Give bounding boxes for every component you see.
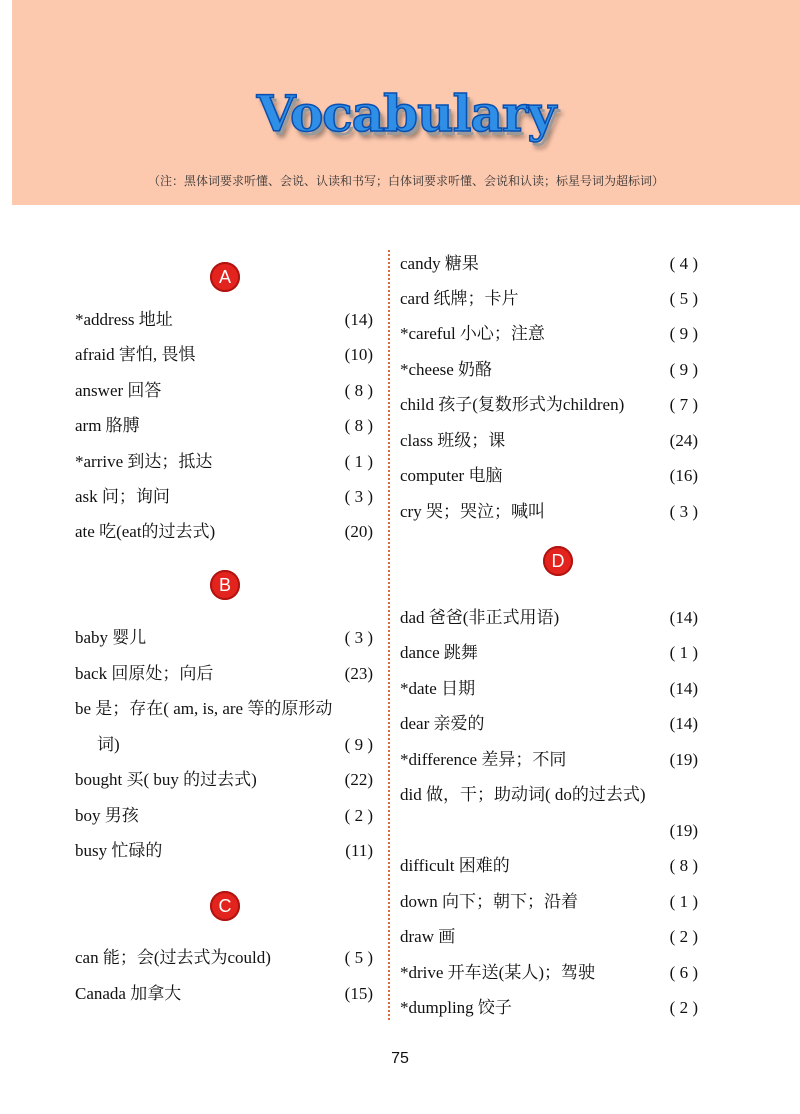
vocab-word: *date 日期 [400,679,476,698]
vocab-entry [75,948,373,970]
vocab-word: dad 爸爸(非正式用语) [400,608,560,627]
vocab-entry [75,345,373,367]
vocab-page: ( 7 ) [669,395,698,414]
vocab-page: ( 8 ) [344,416,373,435]
vocab-word: arm 胳膊 [75,416,140,435]
vocab-page: (15) [344,984,373,1003]
vocab-page: (14) [669,714,698,733]
vocab-entry [75,664,373,686]
vocab-page: (19) [669,750,698,769]
vocab-word: bought 买( buy 的过去式) [75,770,257,789]
vocab-word: afraid 害怕, 畏惧 [75,345,196,364]
vocab-word-continued: 词) [97,735,120,754]
vocab-entry [400,963,698,985]
vocab-word: *dumpling 饺子 [400,998,512,1017]
vocab-entry [75,452,373,474]
vocab-entry [400,254,698,276]
vocab-entry [400,608,698,630]
vocab-word: be 是；存在( am, is, are 等的原形动 [75,699,333,718]
vocab-page: ( 6 ) [669,963,698,982]
vocab-entry [400,289,698,311]
vocab-page: (22) [344,770,373,789]
vocab-page: ( 5 ) [344,948,373,967]
vocab-word: *careful 小心；注意 [400,324,545,343]
vocab-entry [400,679,698,701]
vocab-page: ( 8 ) [669,856,698,875]
vocab-page: ( 4 ) [669,254,698,273]
vocab-page: ( 3 ) [344,487,373,506]
vocab-page: ( 3 ) [669,502,698,521]
vocab-page: ( 1 ) [669,892,698,911]
vocab-page: ( 9 ) [669,360,698,379]
vocab-page: ( 9 ) [669,324,698,343]
page-title: Vocabulary [256,84,556,143]
vocab-word: *drive 开车送(某人)；驾驶 [400,963,596,982]
vocab-word: card 纸牌；卡片 [400,289,519,308]
vocab-entry [400,785,698,807]
section-badge-c: C [210,891,240,921]
vocab-page: (24) [669,431,698,450]
vocab-word: difficult 困难的 [400,856,510,875]
vocab-entry-continued [400,821,698,843]
vocab-entry [75,487,373,509]
vocab-entry [75,522,373,544]
vocab-page: (14) [669,679,698,698]
vocab-word: *address 地址 [75,310,173,329]
vocab-word: ask 问；询问 [75,487,170,506]
vocab-word: can 能；会(过去式为could) [75,948,271,967]
vocab-entry [75,699,373,721]
vocab-entry [400,927,698,949]
section-badge-b: B [210,570,240,600]
vocab-entry [400,360,698,382]
vocab-page: ( 1 ) [669,643,698,662]
vocab-word: baby 婴儿 [75,628,147,647]
header-note: （注：黑体词要求听懂、会说、认读和书写；白体词要求听懂、会说和认读；标星号词为超标词） [147,174,664,188]
vocab-word: candy 糖果 [400,254,479,273]
vocab-entry [400,431,698,453]
vocab-word: Canada 加拿大 [75,984,182,1003]
vocab-entry [75,770,373,792]
vocab-word: child 孩子(复数形式为children) [400,395,625,414]
vocab-page: ( 2 ) [669,927,698,946]
vocab-word: answer 回答 [75,381,162,400]
vocab-word: boy 男孩 [75,806,139,825]
vocab-entry [75,381,373,403]
vocab-entry [75,806,373,828]
vocab-entry [400,324,698,346]
vocab-word: draw 画 [400,927,456,946]
vocab-entry [75,628,373,650]
vocab-entry [75,841,373,863]
vocab-word: dear 亲爱的 [400,714,485,733]
page-number: 75 [391,1050,409,1067]
vocab-page: ( 2 ) [669,998,698,1017]
section-badge-a: A [210,262,240,292]
vocab-page: (11) [345,841,373,860]
vocab-word: *difference 差异；不同 [400,750,567,769]
vocab-page: ( 1 ) [344,452,373,471]
vocab-page: ( 8 ) [344,381,373,400]
vocab-word: class 班级；课 [400,431,506,450]
vocab-entry [400,466,698,488]
vocab-page: (19) [669,821,698,840]
vocab-page: (16) [669,466,698,485]
vocab-entry [75,984,373,1006]
vocab-word: ate 吃(eat的过去式) [75,522,216,541]
vocab-page: ( 3 ) [344,628,373,647]
vocab-entry-continued [75,735,373,757]
vocab-entry [400,643,698,665]
vocab-entry [400,750,698,772]
vocab-page: ( 5 ) [669,289,698,308]
vocab-entry [75,416,373,438]
vocab-word: busy 忙碌的 [75,841,163,860]
vocab-word: down 向下；朝下；沿着 [400,892,579,911]
vocab-page: (14) [344,310,373,329]
vocab-word: dance 跳舞 [400,643,478,662]
vocab-entry [400,395,698,417]
vocab-word: computer 电脑 [400,466,503,485]
vocab-entry [400,714,698,736]
section-badge-d: D [543,546,573,576]
vocab-page: (20) [344,522,373,541]
vocab-word: did 做，干；助动词( do的过去式) [400,785,646,804]
column-divider [388,250,390,1020]
vocab-entry [400,998,698,1020]
vocab-page: ( 2 ) [344,806,373,825]
vocab-word: *arrive 到达；抵达 [75,452,213,471]
vocab-page: (14) [669,608,698,627]
vocab-page: (10) [344,345,373,364]
vocab-entry [400,892,698,914]
vocab-entry [75,310,373,332]
vocab-page: (23) [344,664,373,683]
vocab-word: back 回原处；向后 [75,664,214,683]
vocab-word: cry 哭；哭泣；喊叫 [400,502,545,521]
vocab-word: *cheese 奶酪 [400,360,493,379]
header-banner [12,0,800,205]
vocab-page: ( 9 ) [344,735,373,754]
vocab-entry [400,502,698,524]
vocab-entry [400,856,698,878]
